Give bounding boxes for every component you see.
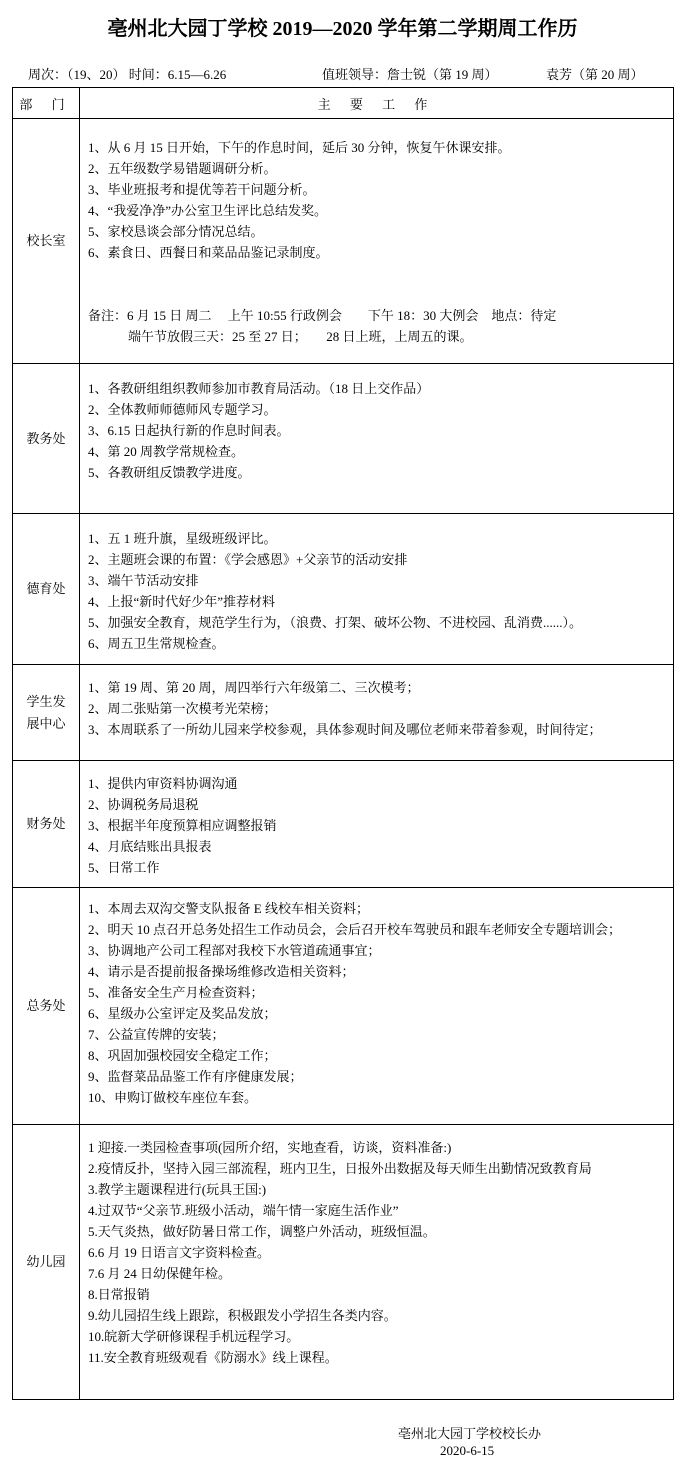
work-item: 4.过双节“父亲节.班级小活动，端午情一家庭生活作业” (88, 1203, 399, 1218)
page-title: 亳州北大园丁学校 2019—2020 学年第二学期周工作历 (107, 18, 578, 40)
dept-cell: 幼儿园 (13, 1125, 80, 1400)
work-item: 6.6 月 19 日语言文字资料检查。 (88, 1245, 271, 1260)
dept-cell: 德育处 (13, 514, 80, 665)
work-item: 2、明天 10 点召开总务处招生工作动员会，会后召开校车驾驶员和跟车老师安全专题培训会； (88, 922, 622, 937)
work-cell (80, 761, 674, 888)
work-item: 8.日常报销 (88, 1287, 150, 1302)
work-item: 5.天气炎热，做好防暑日常工作，调整户外活动，班级恒温。 (88, 1224, 436, 1239)
work-calendar-table (12, 87, 674, 1400)
work-item: 2、全体教师师德师风专题学习。 (88, 402, 277, 417)
table-row (13, 514, 674, 665)
work-item: 3、协调地产公司工程部对我校下水管道疏通事宜； (88, 943, 381, 958)
work-cell (80, 364, 674, 514)
table-header (13, 88, 674, 119)
work-item: 6、素食日、西餐日和菜品品鉴记录制度。 (88, 245, 329, 260)
table-row (13, 1125, 674, 1400)
table-row (13, 364, 674, 514)
work-item: 2、主题班会课的布置：《学会感恩》+父亲节的活动安排 (88, 552, 408, 567)
work-item: 3、根据半年度预算相应调整报销 (88, 818, 277, 833)
work-item: 1、提供内审资料协调沟通 (88, 776, 238, 791)
header-dept: 部 门 (13, 88, 80, 119)
work-item: 3、6.15 日起执行新的作息时间表。 (88, 423, 290, 438)
work-item: 5、家校恳谈会部分情况总结。 (88, 224, 264, 239)
footer-date: 2020-6-15 (440, 1443, 495, 1458)
dept-cell: 校长室 (13, 119, 80, 364)
work-item: 7.6 月 24 日幼保健年检。 (88, 1266, 232, 1281)
work-item: 9、监督菜品品鉴工作有序健康发展； (88, 1069, 303, 1084)
work-item: 5、各教研组反馈教学进度。 (88, 465, 251, 480)
dept-cell: 财务处 (13, 761, 80, 888)
work-item: 6、星级办公室评定及奖品发放； (88, 1006, 277, 1021)
work-item: 4、上报“新时代好少年”推荐材料 (88, 594, 276, 609)
header-work: 主 要 工 作 (80, 88, 674, 119)
table-row (13, 761, 674, 888)
work-item: 10.皖新大学研修课程手机远程学习。 (88, 1329, 300, 1344)
work-cell (80, 1125, 674, 1400)
duty-leader-19: 值班领导：詹士锐（第 19 周） (322, 67, 498, 82)
work-item: 7、公益宣传牌的安装； (88, 1027, 225, 1042)
footer-org: 亳州北大园丁学校校长办 (398, 1426, 542, 1441)
work-item: 3、毕业班报考和提优等若干问题分析。 (88, 182, 316, 197)
work-item: 4、第 20 周教学常规检查。 (88, 444, 245, 459)
work-item: 5、加强安全教育，规范学生行为，（浪费、打架、破坏公物、不进校园、乱消费......）。 (88, 615, 583, 630)
work-item: 11.安全教育班级观看《防溺水》线上课程。 (88, 1350, 338, 1365)
work-item: 3、端午节活动安排 (88, 573, 199, 588)
work-item: 1、五 1 班升旗，星级班级评比。 (88, 531, 277, 546)
work-item: 4、月底结账出具报表 (88, 839, 212, 854)
work-cell (80, 514, 674, 665)
work-item: 1、从 6 月 15 日开始，下午的作息时间，延后 30 分钟，恢复午休课安排。 (88, 140, 511, 155)
work-item: 9.幼儿园招生线上跟踪，积极跟发小学招生各类内容。 (88, 1308, 397, 1323)
work-item: 1、各教研组组织教师参加市教育局活动。（18 日上交作品） (88, 381, 430, 396)
work-item: 6、周五卫生常规检查。 (88, 636, 225, 651)
work-cell (80, 888, 674, 1125)
work-item: 2、协调税务局退税 (88, 797, 199, 812)
remark-line: 备注：6 月 15 日 周二 上午 10:55 行政例会 下午 18：30 大例会 地点：待定 (88, 308, 557, 323)
dept-cell: 总务处 (13, 888, 80, 1125)
dept-cell: 教务处 (13, 364, 80, 514)
duty-leader-20: 袁芳（第 20 周） (546, 67, 644, 82)
work-item: 8、巩固加强校园安全稳定工作； (88, 1048, 277, 1063)
work-item: 5、日常工作 (88, 860, 160, 875)
work-item: 2.疫情反扑，坚持入园三部流程，班内卫生，日报外出数据及每天师生出勤情况致教育局 (88, 1161, 592, 1176)
table-row (13, 119, 674, 364)
work-item: 4、请示是否提前报备操场维修改造相关资料； (88, 964, 355, 979)
work-item: 2、周二张贴第一次模考光荣榜； (88, 701, 277, 716)
work-item: 10、申购订做校车座位车套。 (88, 1090, 258, 1105)
work-item: 2、五年级数学易错题调研分析。 (88, 161, 277, 176)
work-item: 3、本周联系了一所幼儿园来学校参观，具体参观时间及哪位老师来带着参观，时间待定； (88, 722, 602, 737)
work-item: 5、准备安全生产月检查资料； (88, 985, 264, 1000)
work-item: 1、第 19 周、第 20 周，周四举行六年级第二、三次模考； (88, 680, 420, 695)
table-row (13, 665, 674, 761)
week-info: 周次：（19、20） 时间：6.15—6.26 (28, 67, 227, 82)
work-item: 1、本周去双沟交警支队报备 E 线校车相关资料； (88, 901, 369, 916)
work-item: 3.教学主题课程进行(玩具王国:) (88, 1182, 267, 1197)
remark-line: 端午节放假三天：25 至 27 日； 28 日上班，上周五的课。 (128, 329, 473, 344)
work-cell (80, 119, 674, 364)
work-item: 4、“我爱净净”办公室卫生评比总结发奖。 (88, 203, 328, 218)
dept-cell: 学生发展中心 (13, 665, 80, 761)
work-cell (80, 665, 674, 761)
work-item: 1 迎接.一类园检查事项(园所介绍，实地查看，访谈，资料准备:) (88, 1140, 452, 1155)
table-row (13, 888, 674, 1125)
